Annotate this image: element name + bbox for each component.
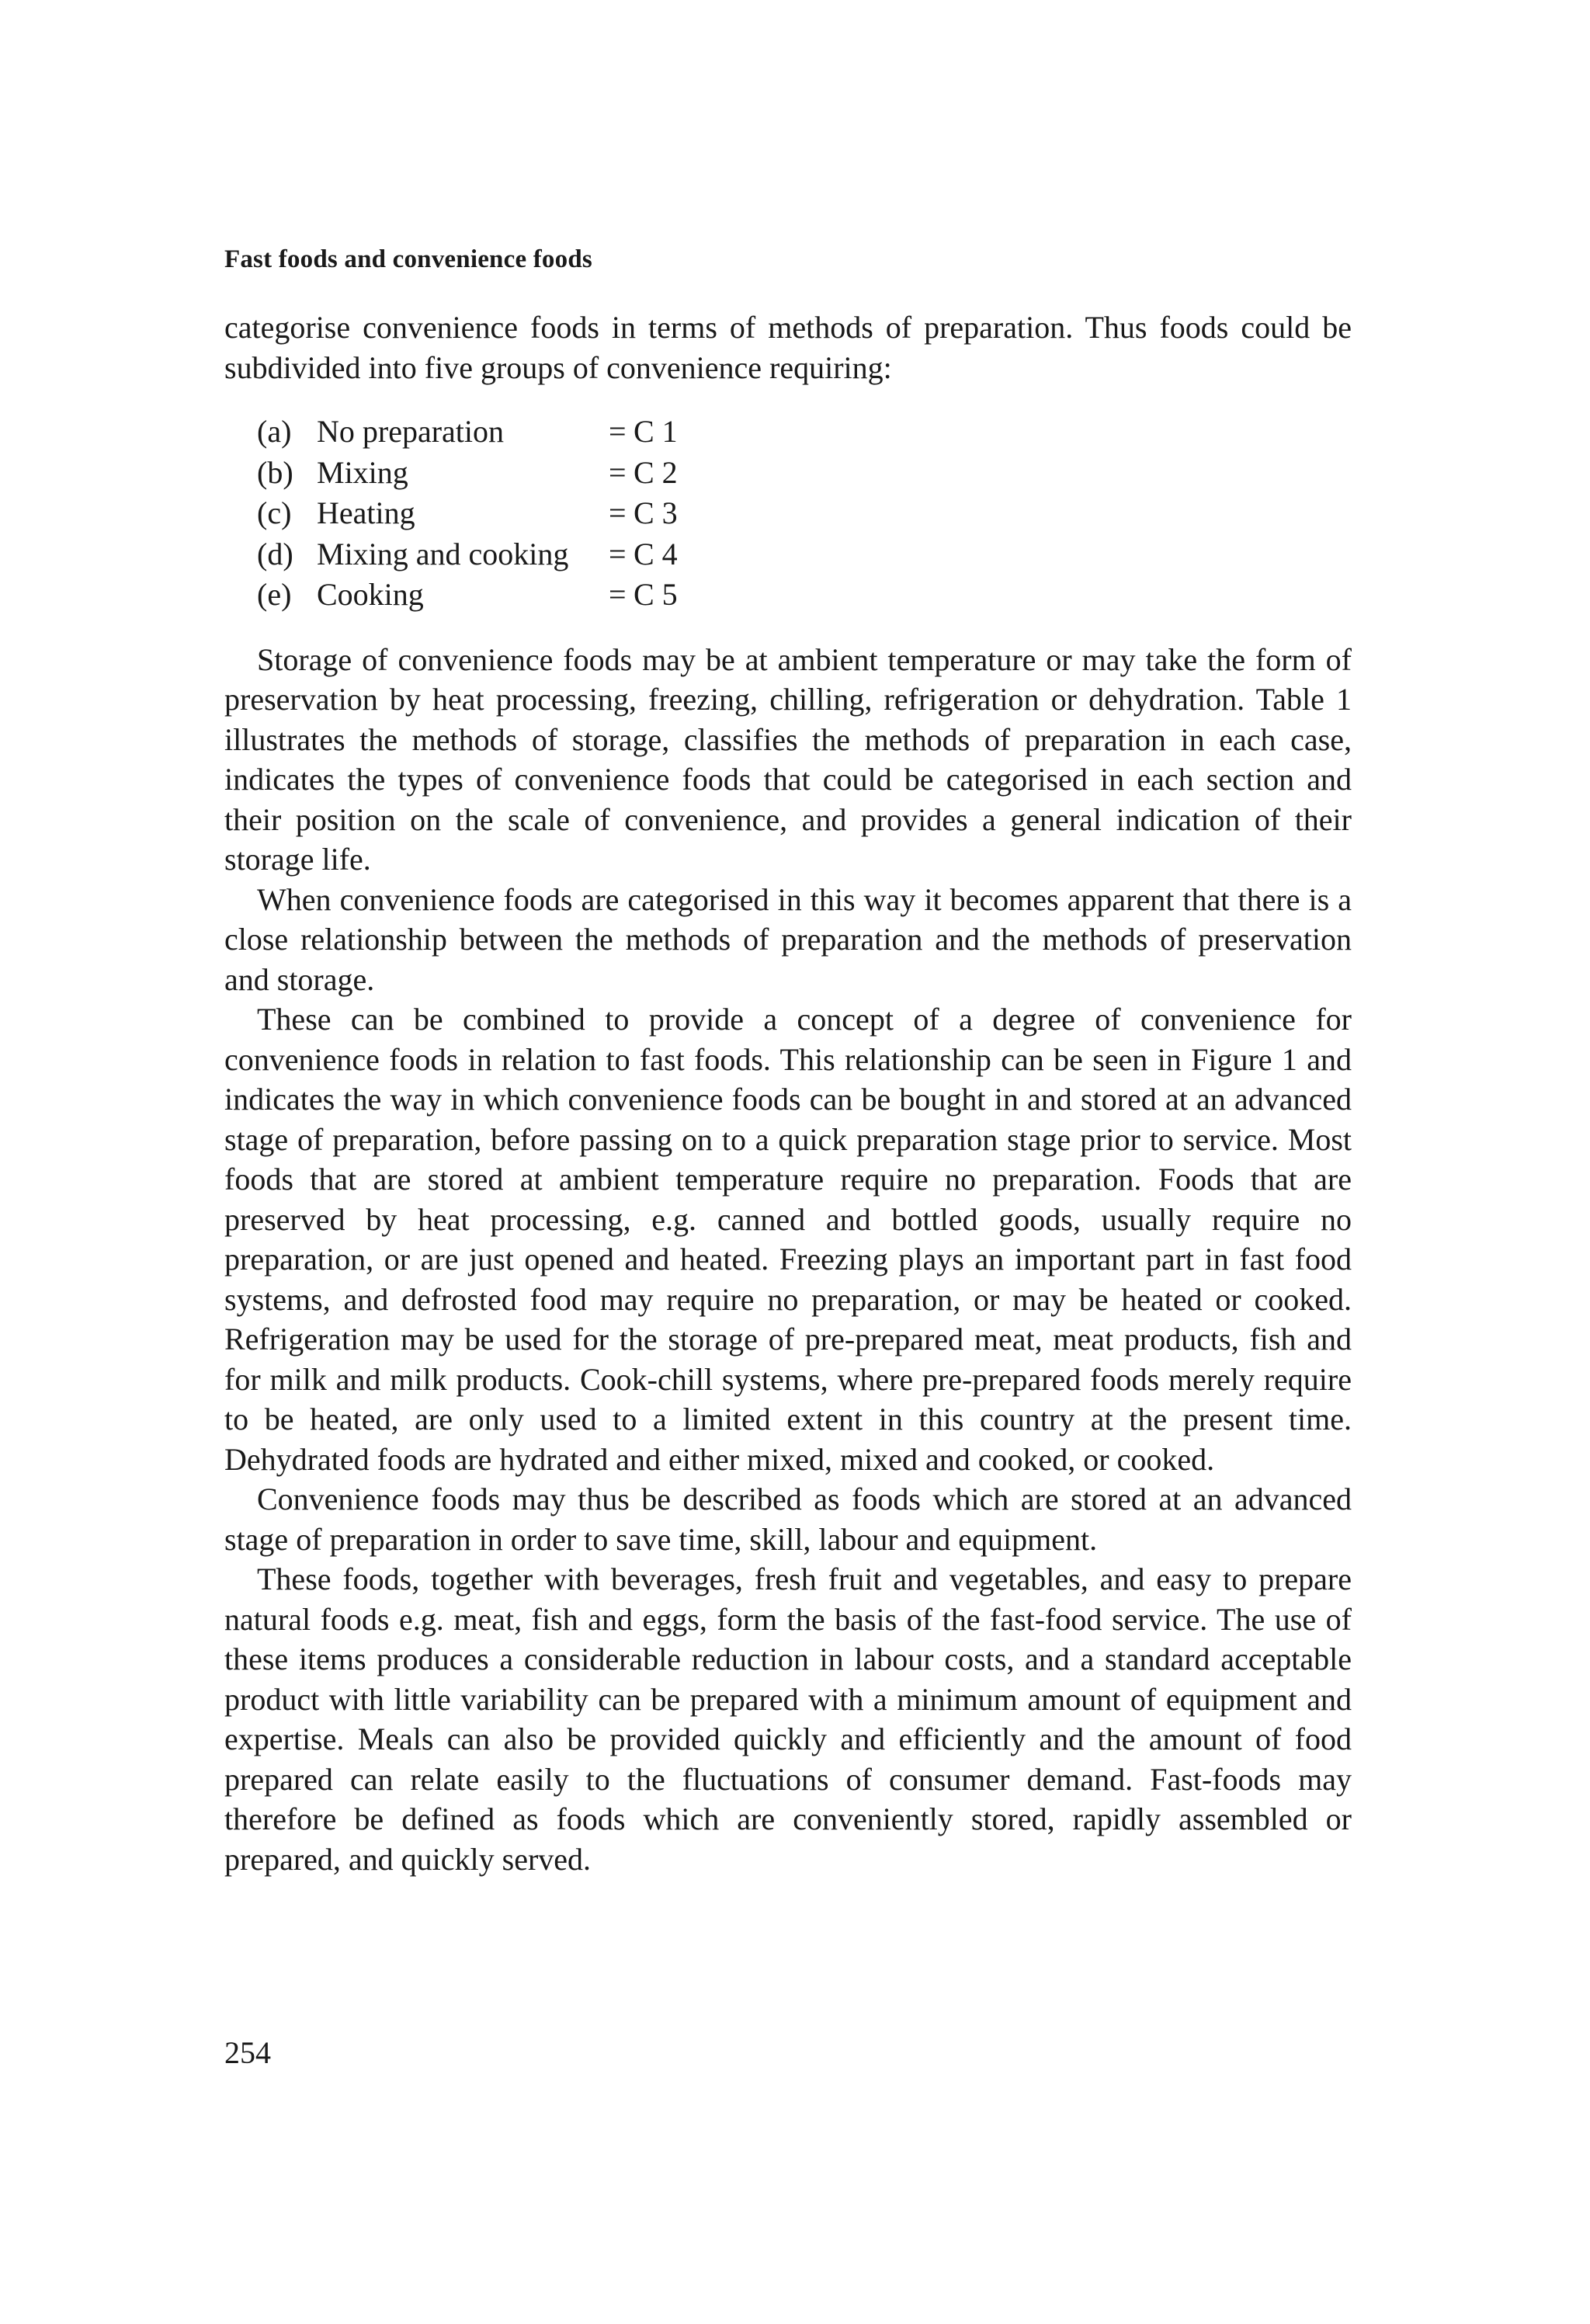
equals-sign: =: [609, 454, 627, 490]
paragraph-relationship: When convenience foods are categorised in this way it becomes apparent that there is a close relationship between the methods of preparation and the methods of preservation and storage.: [224, 881, 1352, 997]
preparation-groups-list: [257, 412, 1352, 616]
group-method: Mixing and cooking: [317, 536, 569, 571]
group-code: C 5: [634, 577, 678, 612]
group-letter: (c): [257, 495, 292, 530]
intro-paragraph: categorise convenience foods in terms of methods of preparation. Thus foods could be subdivided into five groups of convenience requiring:: [224, 310, 1352, 385]
body-text: [224, 307, 1352, 1879]
group-letter: (e): [257, 577, 292, 612]
equals-sign: =: [609, 414, 627, 449]
paragraph-definition-fast-foods: These foods, together with beverages, fresh fruit and vegetables, and easy to prepare natural foods e.g. meat, fish and eggs, form the basis of the fast-food service. The use of these items produces a considerable reduction in labour costs, and a standard acceptable product with little variability can be prepared with a minimum amount of equipment and expertise. Meals can also be provided quickly and efficiently and the amount of food prepared can relate easily to the fluctuations of consumer demand. Fast-foods may therefore be defined as foods which are conveniently stored, rapidly assembled or prepared, and quickly served.: [224, 1561, 1352, 1877]
paragraph-degree-of-convenience: These can be combined to provide a concept of a degree of convenience for convenience foods in relation to fast foods. This relationship can be seen in Figure 1 and indicates the way in which convenience foods can be bought in and stored at an advanced stage of preparation, before passing on to a quick preparation stage prior to service. Most foods that are stored at ambient temperature require no preparation. Foods that are preserved by heat processing, e.g. canned and bottled goods, usually require no preparation, or are just opened and heated. Freezing plays an important part in fast food systems, and defrosted food may require no preparation, or may be heated or cooked. Refrigeration may be used for the storage of pre-prepared meat, meat products, fish and for milk and milk products. Cook-chill systems, where pre-prepared foods merely require to be heated, are only used to a limited extent in this country at the present time. Dehydrated foods are hydrated and either mixed, mixed and cooked, or cooked.: [224, 1002, 1352, 1477]
group-code: C 1: [634, 414, 678, 449]
group-code: C 4: [634, 536, 678, 571]
group-method: No preparation: [317, 414, 505, 449]
paragraph-storage-methods: Storage of convenience foods may be at ambient temperature or may take the form of preservation by heat processing, freezing, chilling, refrigeration or dehydration. Table 1 illustrates the methods of storage, classifies the methods of preparation in each case, indicates the types of convenience foods that could be categorised in each section and their position on the scale of convenience, and provides a general indication of their storage life.: [224, 641, 1352, 877]
group-code: C 2: [634, 454, 678, 490]
group-letter: (a): [257, 414, 292, 449]
group-method: Heating: [317, 495, 415, 530]
equals-sign: =: [609, 536, 627, 571]
group-letter: (b): [257, 454, 293, 490]
group-code: C 3: [634, 495, 678, 530]
running-head: Fast foods and convenience foods: [224, 245, 592, 273]
preparation-group-item: [257, 493, 1352, 534]
preparation-group-item: [257, 412, 1352, 453]
equals-sign: =: [609, 577, 627, 612]
preparation-group-item: [257, 534, 1352, 575]
group-method: Mixing: [317, 454, 408, 490]
group-method: Cooking: [317, 577, 424, 612]
paragraph-definition-convenience: Convenience foods may thus be described as foods which are stored at an advanced stage of preparation in order to save time, skill, labour and equipment.: [224, 1482, 1352, 1557]
preparation-group-item: [257, 575, 1352, 616]
equals-sign: =: [609, 495, 627, 530]
group-letter: (d): [257, 536, 293, 571]
page-number: 254: [224, 2035, 271, 2070]
preparation-group-item: [257, 453, 1352, 494]
